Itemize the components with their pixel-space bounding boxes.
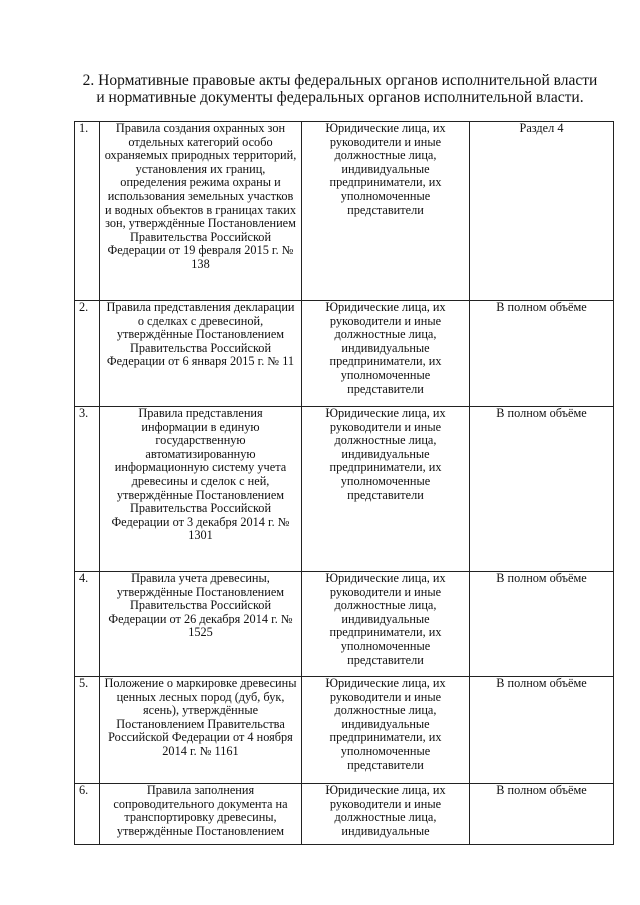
table-row [75,301,614,407]
row-number: 3. [75,407,100,572]
table-row [75,407,614,572]
applicability-scope: В полном объёме [470,677,614,784]
row-number: 1. [75,122,100,301]
obligated-persons: Юридические лица, их руководители и иные должностные лица, индивидуальные предприниматели, их уполномоченные представители [302,677,470,784]
heading-line-2: и нормативные документы федеральных органов исполнительной власти. [96,89,584,106]
table-row [75,784,614,845]
table-row [75,572,614,677]
obligated-persons: Юридические лица, их руководители и иные должностные лица, индивидуальные предприниматели, их уполномоченные представители [302,122,470,301]
heading-line-1: 2. Нормативные правовые акты федеральных органов исполнительной власти [82,72,598,89]
applicability-scope: В полном объёме [470,572,614,677]
row-number: 4. [75,572,100,677]
row-number: 2. [75,301,100,407]
obligated-persons: Юридические лица, их руководители и иные должностные лица, индивидуальные предприниматели, их уполномоченные представители [302,572,470,677]
act-title: Положение о маркировке древесины ценных лесных пород (дуб, бук, ясень), утверждённые Постановлением Правительства Российской Федерации от 4 ноября 2014 г. № 1161 [100,677,302,784]
obligated-persons: Юридические лица, их руководители и иные должностные лица, индивидуальные предприниматели, их уполномоченные представители [302,301,470,407]
act-title: Правила учета древесины, утверждённые Постановлением Правительства Российской Федерации от 26 декабря 2014 г. № 1525 [100,572,302,677]
applicability-scope: В полном объёме [470,407,614,572]
acts-table [74,121,614,845]
act-title: Правила создания охранных зон отдельных категорий особо охраняемых природных территорий, установления их границ, определения режима охраны и использования земельных участков и водных объектов в границах таких зон, утверждённые Постановлением Правительства Российской Федерации от 19 февраля 2015 г. № 138 [100,122,302,301]
row-number: 6. [75,784,100,845]
row-number: 5. [75,677,100,784]
applicability-scope: В полном объёме [470,301,614,407]
applicability-scope: В полном объёме [470,784,614,845]
applicability-scope: Раздел 4 [470,122,614,301]
act-title: Правила заполнения сопроводительного документа на транспортировку древесины, утверждённые Постановлением [100,784,302,845]
obligated-persons: Юридические лица, их руководители и иные должностные лица, индивидуальные [302,784,470,845]
section-heading [60,72,620,106]
table-row [75,677,614,784]
act-title: Правила представления информации в единую государственную автоматизированную информационную систему учета древесины и сделок с ней, утверждённые Постановлением Правительства Российской Федерации от 3 декабря 2014 г. № 1301 [100,407,302,572]
table-row [75,122,614,301]
act-title: Правила представления декларации о сделках с древесиной, утверждённые Постановлением Правительства Российской Федерации от 6 января 2015 г. № 11 [100,301,302,407]
obligated-persons: Юридические лица, их руководители и иные должностные лица, индивидуальные предприниматели, их уполномоченные представители [302,407,470,572]
